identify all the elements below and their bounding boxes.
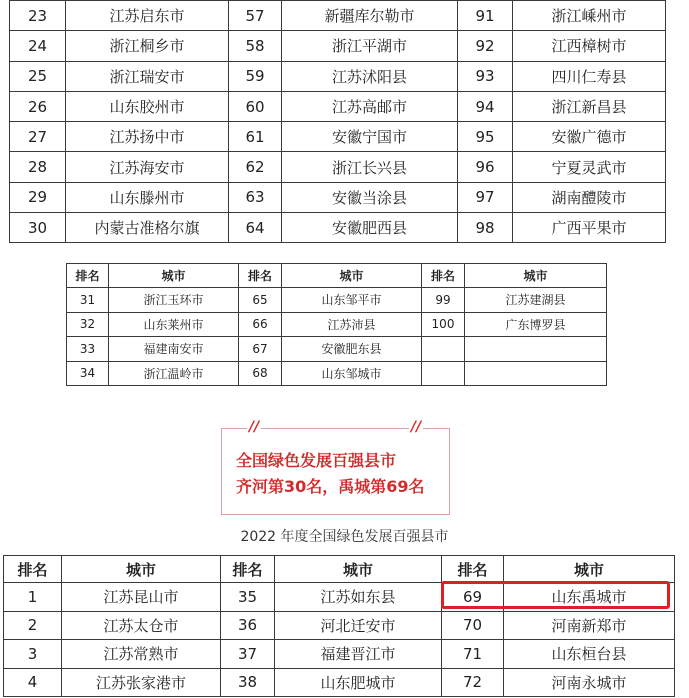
callout-line-1: 全国绿色发展百强县市: [236, 451, 397, 470]
city-header: 城市: [504, 556, 675, 583]
rank-cell: 91: [458, 1, 513, 31]
city-cell: 山东滕州市: [66, 182, 229, 212]
city-cell: 浙江温岭市: [109, 361, 239, 386]
table-row: [4, 640, 675, 669]
table-row: [67, 337, 607, 362]
rank-cell: 99: [422, 288, 465, 313]
table-row: [4, 668, 675, 697]
city-cell: 山东桓台县: [504, 640, 675, 669]
rank-cell: 60: [229, 91, 282, 121]
city-header: 城市: [109, 264, 239, 288]
city-cell: 广西平果市: [513, 213, 666, 243]
table-row: [10, 213, 666, 243]
table-row: [67, 312, 607, 337]
table-row: [10, 182, 666, 212]
rank-cell: 1: [4, 583, 62, 612]
rank-header: 排名: [442, 556, 504, 583]
rank-cell: 68: [239, 361, 282, 386]
city-cell: 江苏扬中市: [66, 122, 229, 152]
city-cell: 浙江嵊州市: [513, 1, 666, 31]
rank-cell: 98: [458, 213, 513, 243]
rank-cell: 72: [442, 668, 504, 697]
city-cell: 江苏如东县: [275, 583, 442, 612]
table-row: [67, 361, 607, 386]
city-cell: [465, 361, 607, 386]
rank-cell: 94: [458, 91, 513, 121]
ranking-table-bottom: [3, 555, 675, 697]
city-cell: 安徽肥西县: [282, 213, 458, 243]
city-cell: 福建晋江市: [275, 640, 442, 669]
rank-cell: 26: [10, 91, 66, 121]
city-header: 城市: [465, 264, 607, 288]
header-row: [4, 556, 675, 583]
city-cell: 广东博罗县: [465, 312, 607, 337]
rank-cell: 24: [10, 31, 66, 61]
rank-cell: 58: [229, 31, 282, 61]
highlight-yucheng-box: [441, 581, 670, 609]
rank-cell: 59: [229, 61, 282, 91]
rank-cell: 31: [67, 288, 109, 313]
city-cell: 福建南安市: [109, 337, 239, 362]
rank-header: 排名: [239, 264, 282, 288]
rank-cell: 29: [10, 182, 66, 212]
rank-cell: 2: [4, 611, 62, 640]
rank-cell: 71: [442, 640, 504, 669]
city-cell: 河南新郑市: [504, 611, 675, 640]
table-row: [10, 152, 666, 182]
city-cell: 山东禹城市: [504, 583, 675, 612]
table-row: [67, 288, 607, 313]
ranking-table-middle: [66, 263, 607, 386]
rank-cell: 92: [458, 31, 513, 61]
rank-cell: 93: [458, 61, 513, 91]
city-cell: 河北迁安市: [275, 611, 442, 640]
city-cell: 江苏张家港市: [62, 668, 221, 697]
city-cell: 江苏昆山市: [62, 583, 221, 612]
rank-header: 排名: [67, 264, 109, 288]
rank-header: 排名: [4, 556, 62, 583]
header-row: [67, 264, 607, 288]
city-cell: 江苏建湖县: [465, 288, 607, 313]
rank-cell: 65: [239, 288, 282, 313]
city-cell: 内蒙古准格尔旗: [66, 213, 229, 243]
city-cell: 山东肥城市: [275, 668, 442, 697]
city-cell: 安徽广德市: [513, 122, 666, 152]
city-cell: 江苏沛县: [282, 312, 422, 337]
rank-cell: 57: [229, 1, 282, 31]
city-cell: 山东邹城市: [282, 361, 422, 386]
rank-cell: 64: [229, 213, 282, 243]
rank-cell: 34: [67, 361, 109, 386]
city-cell: 山东邹平市: [282, 288, 422, 313]
rank-cell: [422, 337, 465, 362]
city-header: 城市: [282, 264, 422, 288]
city-cell: 江苏启东市: [66, 1, 229, 31]
ranking-table-top: [9, 0, 666, 243]
rank-cell: 27: [10, 122, 66, 152]
rank-header: 排名: [221, 556, 275, 583]
ranking-table-middle-head: [67, 264, 607, 288]
rank-cell: 96: [458, 152, 513, 182]
city-cell: 江苏海安市: [66, 152, 229, 182]
rank-cell: 95: [458, 122, 513, 152]
rank-cell: 30: [10, 213, 66, 243]
city-cell: 山东胶州市: [66, 91, 229, 121]
table-row: [4, 611, 675, 640]
rank-cell: 4: [4, 668, 62, 697]
rank-cell: [422, 361, 465, 386]
city-cell: 浙江瑞安市: [66, 61, 229, 91]
quote-mark-icon: //: [249, 419, 260, 435]
rank-cell: 67: [239, 337, 282, 362]
rank-cell: 32: [67, 312, 109, 337]
city-cell: 安徽当涂县: [282, 182, 458, 212]
city-cell: 宁夏灵武市: [513, 152, 666, 182]
table-row: [10, 1, 666, 31]
rank-cell: 35: [221, 583, 275, 612]
city-cell: 四川仁寿县: [513, 61, 666, 91]
city-cell: 浙江玉环市: [109, 288, 239, 313]
rank-cell: 23: [10, 1, 66, 31]
rank-cell: 33: [67, 337, 109, 362]
table-row: [10, 31, 666, 61]
rank-cell: 61: [229, 122, 282, 152]
rank-cell: 37: [221, 640, 275, 669]
quote-mark-icon: //: [411, 419, 422, 435]
city-cell: 湖南醴陵市: [513, 182, 666, 212]
callout-box: [221, 419, 450, 515]
city-header: 城市: [62, 556, 221, 583]
ranking-table-top-body: [10, 1, 666, 243]
ranking-table-bottom-head: [4, 556, 675, 583]
city-cell: 江苏沭阳县: [282, 61, 458, 91]
city-cell: 安徽肥东县: [282, 337, 422, 362]
ranking-table-middle-body: [67, 288, 607, 386]
city-cell: 浙江平湖市: [282, 31, 458, 61]
city-cell: 江苏高邮市: [282, 91, 458, 121]
city-cell: 江苏常熟市: [62, 640, 221, 669]
rank-cell: 97: [458, 182, 513, 212]
city-cell: 浙江长兴县: [282, 152, 458, 182]
city-cell: 山东莱州市: [109, 312, 239, 337]
city-cell: 新疆库尔勒市: [282, 1, 458, 31]
rank-cell: 63: [229, 182, 282, 212]
rank-cell: 66: [239, 312, 282, 337]
rank-cell: 3: [4, 640, 62, 669]
rank-header: 排名: [422, 264, 465, 288]
city-cell: 江苏太仓市: [62, 611, 221, 640]
city-cell: 浙江新昌县: [513, 91, 666, 121]
rank-cell: 38: [221, 668, 275, 697]
table-row: [10, 61, 666, 91]
rank-cell: 62: [229, 152, 282, 182]
rank-cell: 25: [10, 61, 66, 91]
city-header: 城市: [275, 556, 442, 583]
city-cell: [465, 337, 607, 362]
rank-cell: 28: [10, 152, 66, 182]
city-cell: 河南永城市: [504, 668, 675, 697]
table-row: [10, 122, 666, 152]
rank-cell: 69: [442, 583, 504, 612]
rank-cell: 36: [221, 611, 275, 640]
table-caption: 2022 年度全国绿色发展百强县市: [240, 529, 449, 545]
callout-line-2: 齐河第30名，禹城第69名: [236, 477, 425, 496]
city-cell: 安徽宁国市: [282, 122, 458, 152]
rank-cell: 100: [422, 312, 465, 337]
city-cell: 浙江桐乡市: [66, 31, 229, 61]
rank-cell: 70: [442, 611, 504, 640]
city-cell: 江西樟树市: [513, 31, 666, 61]
table-row: [10, 91, 666, 121]
